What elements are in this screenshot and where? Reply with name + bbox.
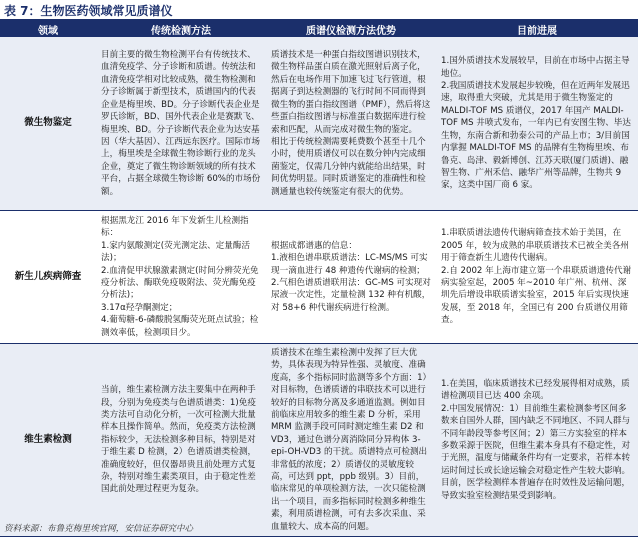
traditional-text: 当前，维生素检测方法主要集中在两种手段，分别为免疫类与色谱质谱类：1)免疫类方法可自动化分析，一次可检测大批量样本且操作简单。然而，免疫类方法检测指标较少，无法检测多种目标，特别是对于维生素 D 检测，2）色谱质谱类检测，准确度较好，但仅器昂贵且前处理方式复杂，特别对维生素类项目，由于稳定性差国此前处理过程更为复杂。 [101,385,257,495]
progress-text: 1.串联质谱法遗传代谢病筛查技术始于美国，在 2005 年，较为成熟的串联质谱技术已被全美各州用于筛查新生儿遗传代谢病。 2.自 2002 年上海市建立第一个串联质谱遗传代谢病实验室起，2005 年~2010 年广州、杭州、深圳先后增设串联质谱实验室，2015 年后实现快速发展，至 2018 年，全国已有 200 台质谱仪用筛查。 [441,228,632,326]
traditional-cell [96,344,266,537]
header-field: 领域 [0,21,96,37]
table-row [0,37,638,211]
source-note: 资料来源：布鲁克梅里埃官网，安信证券研究中心 [4,524,194,534]
header-progress: 目前进展 [436,21,638,37]
progress-cell [436,344,638,537]
header-row [0,21,638,37]
field-cell: 维生素检测 [0,344,96,537]
field-cell: 新生儿疾病筛查 [0,211,96,344]
header-traditional: 传统检测方法 [96,21,266,37]
advantage-text: 质谱技术在维生素检测中发挥了巨大优势，具体表现为特异性强、灵敏度、准确度高，多个指标同时监测等多个方面：1）对目标物，色谱质谱的串联技术可以进行较好的目标物分离及多通道监测。例如目前临床应用较多的维生素 D 分析，采用 MRM 监测手段可同时测定维生素 D2 和 VD3，通过色谱分离消除同分异构体 3-epi-OH-VD3 的干扰。质谱特点可检测出非常低的浓度；2）质谱仪的灵敏度较高，可达到 ppt，ppb 级别。3）目前，临床常见的单项检测方法，一次只能检测出一个项目，而多指标同时检测多种维生素，利用质谱检测，可有去多次采血、采血量较大、成本高的问题。 [271,348,428,532]
progress-text: 1.在美国，临床质谱技术已经发展得相对成熟，质谱检测项目已达 400 余项。 2.中国发展情况：1）目前维生素检测参考区间多数来自国外人群，国内缺乏不同地区、不同人群与不同年龄段等参考区间；2）第三方实验室的样本多数采源于医院，但维生素本身具有不稳定性，对于光照，温度与储藏条件均有一定要求，若样本转运时间过长或长途运输会对稳定性产生较大影响。目前，医学检测样本普遍存在时效性及运输问题，导致实验室检测结果受到影响。 [441,379,631,501]
table-row [0,211,638,344]
advantage-text: 质谱技术是一种蛋白指纹图谱识别技术，微生物样品蛋白质在激光照射后离子化，然后在电场作用下加速飞过飞行管道，根据离子到达检测器的飞行时间不同而得到微生物的蛋白指纹图谱（PMF），然后将这些蛋白指纹图谱与标准蛋白数据库进行检索和匹配，从而完成对微生物的鉴定。 相比于传统检测需要耗费数个甚至十几个小时，使用质谱仪可以在数分钟内完成细菌鉴定，仅需几分钟内就能给出结果，时间优势明显。同时质谱鉴定的准确性和检测通量也较传统鉴定有很大的优势。 [271,50,431,197]
progress-cell [436,211,638,344]
traditional-text: 根据黑龙江 2016 年下发新生儿检测指标： 1.家内氨酸测定(荧光测定法、定量酶活法)； 2.血清促甲状腺激素测定(时间分辨荧光免疫分析法、酶联免疫吸附法、荧光酶免疫分析法)； 3.17α羟孕酮测定； 4.葡萄糖-6-磷酸脱氢酶荧光斑点试验；检测效率低，检测项目少。 [101,215,259,338]
traditional-text: 目前主要的微生物检测平台有传统技术、血清免疫学、分子诊断和质谱。传统法和血清免疫学相对比较成熟，微生物检测和分子诊断属于新型技术，质谱国内的代表企业是梅里埃、BD。分子诊断代表企业是罗氏诊断，BD、国外代表企业是赛默飞、梅里埃、BD。分子诊断代表企业为达安基因（华大基因）、江西远东医疗。国际市场上，梅里埃是全球微生物诊断行业的龙头企业，奠定了微生物诊断领域的所有技术平台，占据全球微生物诊断 60%的市场份额。 [101,50,261,197]
advantage-cell [266,37,436,211]
header-advantage: 质谱仪检测方法优势 [266,21,436,37]
traditional-cell [96,211,266,344]
field-cell: 微生物鉴定 [0,37,96,211]
progress-cell [436,37,638,211]
advantage-cell [266,344,436,537]
mass-spectrometer-table [0,21,638,537]
traditional-cell [96,37,266,211]
table-row [0,344,638,537]
advantage-text: 根据成都谱惠的信息： 1.液相色谱串联质谱法：LC-MS/MS 可实现一滴血进行 48 种遗传代谢病的检测； 2.气相色谱质谱联用法：GC-MS 可实现对尿液一次定性，定量检测 132 种有机酸，对 58+6 种代谢疾病进行检测。 [271,240,431,313]
progress-text: 1.国外质谱技术发展较早，目前在市场中占据主导地位。 2.我国质谱技术发展起步较晚，但在近两年发展迅速，取得重大突破，尤其是用于微生物鉴定的 MALDI-TOF MS 质谱仪，2017 年国产 MALDI-TOF MS 井喷式发布，一年内已有安图生物、毕达生物，东南合新和勃泰公司的产品上市；3/目前国内掌握 MALDI-TOF MS 的品牌有生物梅里埃、布鲁克、岛津、毅新博创、江苏天联(厦门质谱)、融智生物、广州禾信、融华广州等品牌，生物共 9 家，这类中国厂商 6 家。 [441,56,631,191]
table-title: 表 7：生物医药领域常见质谱仪 [4,4,173,18]
advantage-cell [266,211,436,344]
